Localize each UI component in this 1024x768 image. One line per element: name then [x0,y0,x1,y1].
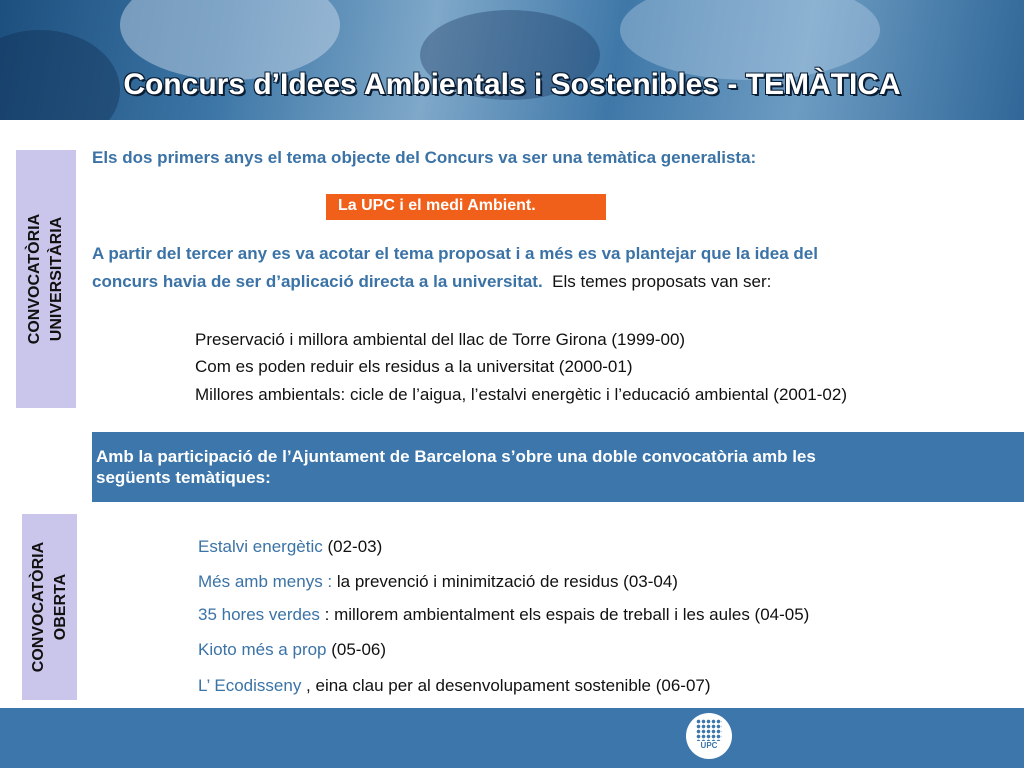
sidebar-label-open [22,514,77,700]
open-topic [198,572,678,592]
open-topic-detail: (02-03) [322,537,383,556]
open-topic-detail: la prevenció i minimització de residus (03-04) [332,572,678,591]
sidebar-label-text [28,542,72,672]
open-topic [198,605,809,625]
paragraph-line-1: A partir del tercer any es va acotar el tema proposat i a més es va plantejar que la idea del [92,244,818,263]
footer-bar [0,708,1024,768]
university-topic: Preservació i millora ambiental del llac de Torre Girona (1999-00) [195,330,686,349]
header-banner [0,0,1024,120]
open-topic-detail: : millorem ambientalment els espais de treball i les aules (04-05) [319,605,810,624]
page-title: Concurs d’Idees Ambientals i Sostenibles - TEMÀTICA [123,68,901,101]
university-topic: Com es poden reduir els residus a la universitat (2000-01) [195,357,633,376]
sidebar-label-line: UNIVERSITÀRIA [48,216,65,342]
paragraph-line-2 [92,272,771,292]
open-topic [198,640,386,660]
open-topic-name: L’ Ecodisseny [198,676,302,695]
sidebar-label-line: CONVOCATÒRIA [26,213,43,345]
open-topic [198,676,711,696]
open-topic-name: Més amb menys : [198,572,333,591]
open-topic-name: Kioto més a prop [198,640,327,659]
open-topic-name: 35 hores verdes [198,605,320,624]
banner-line: següents temàtiques: [96,468,271,487]
sidebar-label-line: OBERTA [51,573,69,641]
open-topic-name: Estalvi energètic [198,537,323,556]
open-topic-detail: (05-06) [326,640,387,659]
participation-banner [92,432,1024,502]
upc-logo-dots [696,719,722,741]
paragraph-line-2-blue: concurs havia de ser d’aplicació directa a la universitat. [92,272,543,291]
open-topic [198,537,382,557]
banner-line: Amb la participació de l’Ajuntament de Barcelona s’obre una doble convocatòria amb les [96,447,816,466]
sidebar-label-line: CONVOCATÒRIA [29,541,47,673]
sidebar-label-university [16,150,76,408]
highlight-box: La UPC i el medi Ambient. [326,194,606,220]
sidebar-label-text [24,214,68,344]
upc-logo-text: UPC [700,741,718,750]
open-topic-detail: , eina clau per al desenvolupament sostenible (06-07) [301,676,711,695]
upc-logo [686,713,732,759]
intro-text: Els dos primers anys el tema objecte del Concurs va ser una temàtica generalista: [92,148,757,167]
university-topic: Millores ambientals: cicle de l’aigua, l’estalvi energètic i l’educació ambiental (2001-02) [195,385,847,404]
paragraph-line-2-black: Els temes proposats van ser: [542,272,772,291]
